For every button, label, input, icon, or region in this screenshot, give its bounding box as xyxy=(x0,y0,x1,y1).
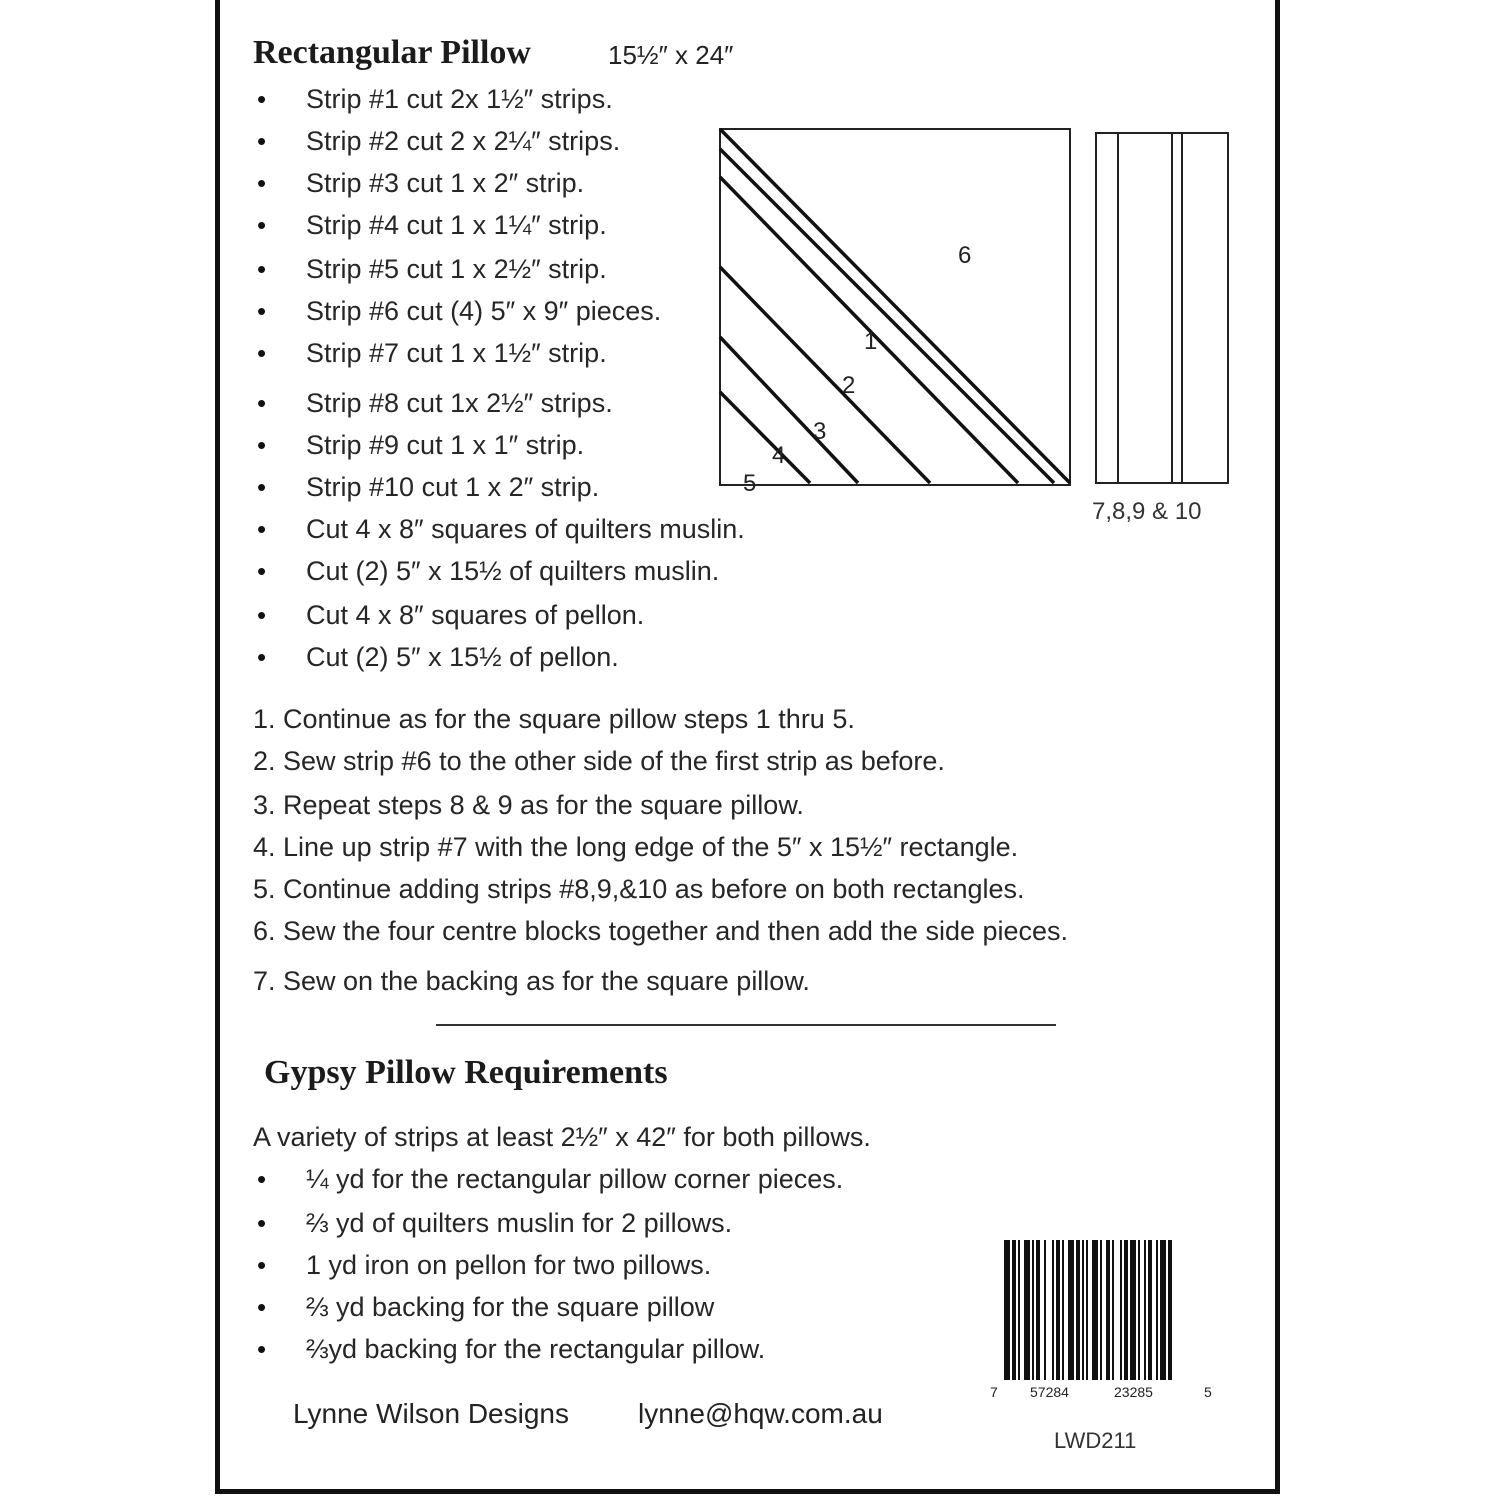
strip-caption: 7,8,9 & 10 xyxy=(1092,498,1202,525)
cut-list-item: Strip #8 cut 1x 2½″ strips. xyxy=(306,388,613,418)
barcode-bar xyxy=(1032,1240,1034,1380)
cut-list-item: Strip #3 cut 1 x 2″ strip. xyxy=(306,168,585,198)
square-label-4: 4 xyxy=(772,442,786,469)
square-label-1: 1 xyxy=(864,328,878,355)
bullet: • xyxy=(257,1208,267,1238)
bullet: • xyxy=(257,1250,267,1280)
rect-pillow-title: Rectangular Pillow xyxy=(253,34,531,71)
section-divider xyxy=(436,1024,1056,1026)
cut-list-item: Strip #2 cut 2 x 2¼″ strips. xyxy=(306,126,621,156)
barcode-bar xyxy=(1024,1240,1030,1380)
cut-list-item: Strip #4 cut 1 x 1¼″ strip. xyxy=(306,210,607,240)
bullet: • xyxy=(257,168,267,198)
barcode-bar xyxy=(1044,1240,1046,1380)
barcode-bar xyxy=(1138,1240,1140,1380)
bullet: • xyxy=(257,84,267,114)
barcode-bar xyxy=(1092,1240,1098,1380)
bullet: • xyxy=(257,254,267,284)
instruction-step: 7. Sew on the backing as for the square pillow. xyxy=(253,966,810,996)
cut-list-item: Strip #7 cut 1 x 1½″ strip. xyxy=(306,338,607,368)
barcode-bar xyxy=(1124,1240,1128,1380)
cut-list-item: Cut (2) 5″ x 15½ of quilters muslin. xyxy=(306,556,720,586)
cut-list-item: Strip #10 cut 1 x 2″ strip. xyxy=(306,472,600,502)
instruction-step: 3. Repeat steps 8 & 9 as for the square pillow. xyxy=(253,790,804,820)
bullet: • xyxy=(257,1334,267,1364)
cut-list-item: Cut (2) 5″ x 15½ of pellon. xyxy=(306,642,619,672)
barcode-digit-right: 5 xyxy=(1204,1384,1212,1400)
gypsy-intro: A variety of strips at least 2½″ x 42″ for both pillows. xyxy=(253,1122,871,1152)
bullet: • xyxy=(257,600,267,630)
product-code: LWD211 xyxy=(1054,1428,1137,1453)
gypsy-title: Gypsy Pillow Requirements xyxy=(264,1054,668,1091)
barcode-bar xyxy=(1052,1240,1054,1380)
barcode xyxy=(1000,1240,1200,1380)
barcode-bar xyxy=(1160,1240,1166,1380)
barcode-bar xyxy=(1100,1240,1102,1380)
barcode-bar xyxy=(1168,1240,1172,1380)
square-label-5: 5 xyxy=(743,470,757,497)
square-label-2: 2 xyxy=(842,372,856,399)
barcode-bar xyxy=(1130,1240,1136,1380)
requirement-item: ¼ yd for the rectangular pillow corner pieces. xyxy=(306,1164,844,1194)
barcode-digit-left: 7 xyxy=(990,1384,998,1400)
bullet: • xyxy=(257,388,267,418)
bullet: • xyxy=(257,338,267,368)
designer-email: lynne@hqw.com.au xyxy=(638,1398,883,1429)
requirement-item: ⅔ yd backing for the square pillow xyxy=(306,1292,715,1322)
cut-list-item: Cut 4 x 8″ squares of pellon. xyxy=(306,600,645,630)
rect-pillow-size: 15½″ x 24″ xyxy=(608,40,734,70)
barcode-bar xyxy=(1112,1240,1114,1380)
cut-list-item: Strip #1 cut 2x 1½″ strips. xyxy=(306,84,613,114)
barcode-bar xyxy=(1086,1240,1088,1380)
barcode-bar xyxy=(1018,1240,1020,1380)
barcode-bar xyxy=(1156,1240,1158,1380)
barcode-digits-group2: 23285 xyxy=(1114,1384,1153,1400)
bullet: • xyxy=(257,126,267,156)
barcode-bar xyxy=(1056,1240,1060,1380)
requirement-item: 1 yd iron on pellon for two pillows. xyxy=(306,1250,712,1280)
instruction-step: 4. Line up strip #7 with the long edge of the 5″ x 15½″ rectangle. xyxy=(253,832,1019,862)
bullet: • xyxy=(257,472,267,502)
barcode-bar xyxy=(1082,1240,1084,1380)
barcode-bar xyxy=(1068,1240,1074,1380)
barcode-bar xyxy=(1106,1240,1110,1380)
cut-list-item: Strip #9 cut 1 x 1″ strip. xyxy=(306,430,585,460)
bullet: • xyxy=(257,514,267,544)
bullet: • xyxy=(257,210,267,240)
instruction-step: 5. Continue adding strips #8,9,&10 as before on both rectangles. xyxy=(253,874,1025,904)
square-label-3: 3 xyxy=(813,418,827,445)
bullet: • xyxy=(257,1292,267,1322)
instruction-step: 6. Sew the four centre blocks together and then add the side pieces. xyxy=(253,916,1069,946)
barcode-bar xyxy=(1148,1240,1152,1380)
barcode-bar xyxy=(1144,1240,1146,1380)
instruction-step: 2. Sew strip #6 to the other side of the first strip as before. xyxy=(253,746,945,776)
cut-list-item: Strip #5 cut 1 x 2½″ strip. xyxy=(306,254,607,284)
requirement-item: ⅔yd backing for the rectangular pillow. xyxy=(306,1334,766,1364)
square-label-6: 6 xyxy=(958,242,972,269)
instruction-step: 1. Continue as for the square pillow steps 1 thru 5. xyxy=(253,704,855,734)
barcode-bar xyxy=(1076,1240,1080,1380)
bullet: • xyxy=(257,556,267,586)
barcode-bar xyxy=(1120,1240,1122,1380)
barcode-digits-group1: 57284 xyxy=(1030,1384,1069,1400)
diagonal-seams xyxy=(720,129,1070,483)
side-strips-diagram xyxy=(1094,131,1230,485)
bullet: • xyxy=(257,296,267,326)
requirement-item: ⅔ yd of quilters muslin for 2 pillows. xyxy=(306,1208,733,1238)
barcode-bar xyxy=(1004,1240,1010,1380)
barcode-bar xyxy=(1036,1240,1040,1380)
cut-list-item: Cut 4 x 8″ squares of quilters muslin. xyxy=(306,514,745,544)
designer-name: Lynne Wilson Designs xyxy=(293,1398,569,1429)
cut-list-item: Strip #6 cut (4) 5″ x 9″ pieces. xyxy=(306,296,662,326)
bullet: • xyxy=(257,1164,267,1194)
barcode-bar xyxy=(1062,1240,1064,1380)
barcode-bar xyxy=(1012,1240,1016,1380)
bullet: • xyxy=(257,642,267,672)
bullet: • xyxy=(257,430,267,460)
square-block-diagram xyxy=(718,127,1072,497)
